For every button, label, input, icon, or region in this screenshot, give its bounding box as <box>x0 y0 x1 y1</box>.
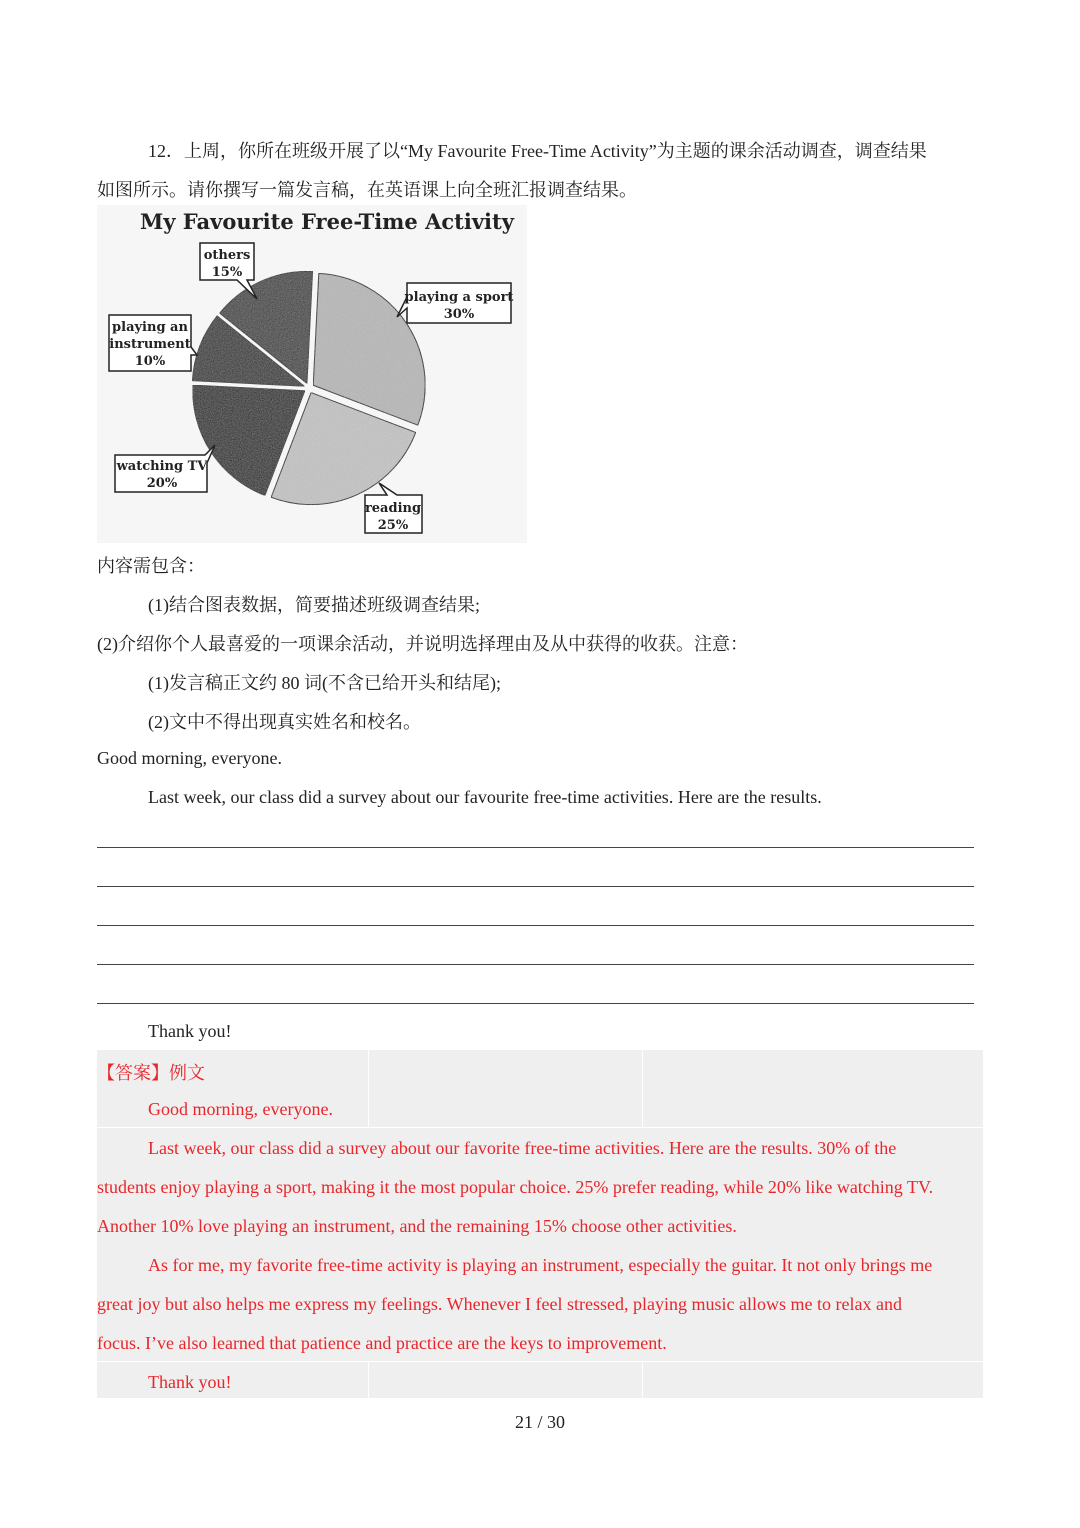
callout-sport-value: 30% <box>443 307 475 322</box>
answer-p1-line1: Last week, our class did a survey about our favorite free-time activities. Here are the results. 30% of the <box>148 1138 897 1158</box>
callout-instrument-line1: playing an <box>112 320 188 335</box>
writing-line-2 <box>97 886 974 887</box>
chart-title: My Favourite Free-Time Activity <box>140 209 514 234</box>
answer-p1-line3: Another 10% love playing an instrument, and the remaining 15% choose other activities. <box>97 1216 737 1236</box>
callout-others <box>200 243 257 299</box>
speech-closing: Thank you! <box>148 1021 232 1041</box>
answer-greeting: Good morning, everyone. <box>148 1099 333 1119</box>
callout-sport-label: playing a sport <box>404 290 514 305</box>
answer-p2-line2: great joy but also helps me express my feelings. Whenever I feel stressed, playing music allows me to relax and <box>97 1294 902 1314</box>
requirement-item-2: (2)介绍你个人最喜爱的一项课余活动，并说明选择理由及从中获得的收获。注意： <box>97 634 748 654</box>
writing-line-4 <box>97 964 974 965</box>
requirement-item-1: (1)结合图表数据，简要描述班级调查结果; <box>148 595 480 615</box>
note-item-2: (2)文中不得出现真实姓名和校名。 <box>148 712 421 732</box>
callout-reading <box>365 483 422 533</box>
callout-reading-label: reading <box>364 501 422 516</box>
pie-slices <box>192 271 425 504</box>
answer-cell-divider-2 <box>642 1050 643 1128</box>
answer-label: 【答案】例文 <box>97 1063 205 1083</box>
answer-row-divider-1 <box>97 1127 983 1128</box>
page-number: 21 / 30 <box>514 1412 565 1432</box>
writing-line-1 <box>97 847 974 848</box>
answer-closing: Thank you! <box>148 1372 232 1392</box>
callout-tv-label: watching TV <box>116 459 208 474</box>
question-line-2: 如图所示。请你撰写一篇发言稿，在英语课上向全班汇报调查结果。 <box>97 180 637 200</box>
answer-p1-line2: students enjoy playing a sport, making it the most popular choice. 25% prefer reading, while 20% like watching TV. <box>97 1177 934 1197</box>
callout-tv-value: 20% <box>146 476 178 491</box>
speech-greeting: Good morning, everyone. <box>97 748 282 768</box>
question-line-1: 12．上周，你所在班级开展了以“My Favourite Free-Time Activity”为主题的课余活动调查，调查结果 <box>148 141 927 161</box>
callout-others-value: 15% <box>211 265 243 280</box>
requirements-heading: 内容需包含： <box>97 556 205 576</box>
callout-instrument-value: 10% <box>134 354 166 369</box>
answer-cell-divider-1 <box>368 1050 369 1128</box>
callout-instrument-line2: instrument <box>109 337 191 352</box>
pie-chart <box>97 205 527 543</box>
writing-line-3 <box>97 925 974 926</box>
speech-opening: Last week, our class did a survey about our favourite free-time activities. Here are the results. <box>148 787 822 807</box>
pie-chart-svg <box>97 205 527 543</box>
note-item-1: (1)发言稿正文约 80 词(不含已给开头和结尾); <box>148 673 501 693</box>
callout-others-label: others <box>203 248 251 263</box>
callout-tv <box>115 445 215 492</box>
callout-sport <box>397 283 513 323</box>
callout-instrument <box>109 315 197 371</box>
callout-reading-value: 25% <box>377 518 409 533</box>
answer-row-divider-2 <box>97 1361 983 1362</box>
answer-p2-line3: focus. I’ve also learned that patience and practice are the keys to improvement. <box>97 1333 667 1353</box>
answer-cell-divider-3 <box>368 1361 369 1398</box>
answer-cell-divider-4 <box>642 1361 643 1398</box>
answer-p2-line1: As for me, my favorite free-time activity is playing an instrument, especially the guitar. It not only brings me <box>148 1255 933 1275</box>
writing-line-5 <box>97 1003 974 1004</box>
